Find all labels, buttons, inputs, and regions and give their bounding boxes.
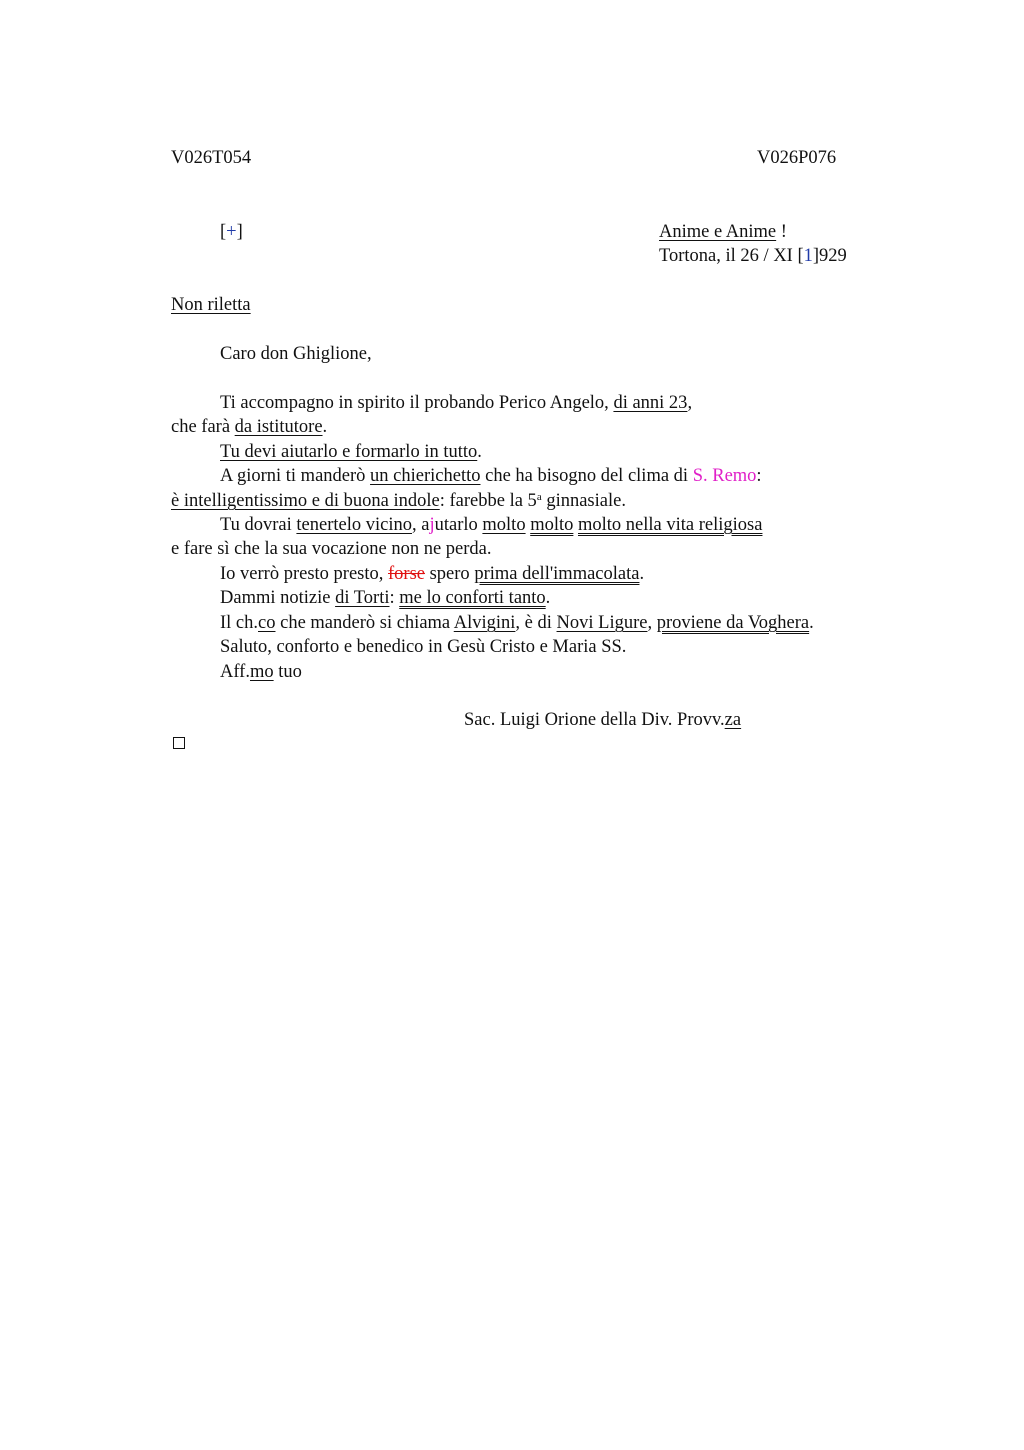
text: , [647,613,657,633]
motto-punct: ! [776,222,787,242]
text: e fare sì che la sua vocazione non ne perda. [171,539,492,559]
body-line-10 [220,611,814,635]
struck-text: forse [388,564,425,584]
text: , a [412,515,430,535]
text: , [687,393,693,413]
header-right-code: V026P076 [757,148,837,168]
underlined-text: Alvigini [453,613,516,633]
double-underlined-text: prima dell'immacolata [474,564,640,584]
double-underlined-text: me lo conforti tanto [399,588,546,608]
text: . [809,613,814,633]
cross-bracket-open: [ [220,222,227,242]
text: . [545,588,551,608]
cross-symbol: + [226,222,237,242]
text: Ti accompagno in spirito il probando Perico Angelo, [220,393,614,413]
body-line-5 [171,489,626,513]
text: Io verrò presto presto, [220,564,388,584]
underlined-text: molto [482,515,526,535]
salutation: Caro don Ghiglione, [220,344,372,364]
text: Saluto, conforto e benedico in Gesù Cristo e Maria SS. [220,637,627,657]
body-line-9 [220,586,550,610]
text: Dammi notizie [220,588,336,608]
text: : [756,466,762,486]
underlined-text: co [258,613,276,633]
signature-text: Sac. Luigi Orione della Div. Provv. [464,710,725,730]
cross-bracket-close: ] [236,222,243,242]
text: spero [424,564,475,584]
body-line-1 [220,391,692,415]
header-left-code: V026T054 [171,148,252,168]
double-underlined-text: molto nella vita religiosa [578,515,763,535]
place-date-bracket-digit: 1 [803,246,813,266]
text: : [389,588,400,608]
superscript: a [536,491,542,503]
text: A giorni ti manderò [220,466,371,486]
place-date-prefix: Tortona, il 26 / XI [ [659,246,804,266]
motto-text: Anime e Anime [659,222,777,242]
underlined-text: un chierichetto [370,466,481,486]
body-line-3 [220,440,482,464]
text: ginnasiale. [541,491,626,511]
underlined-text: Novi Ligure [556,613,648,633]
body-line-7 [171,537,492,561]
underlined-text: Tu devi aiutarlo e formarlo in tutto [220,442,478,462]
cross-mark [220,220,243,244]
text: : farebbe la 5 [439,491,537,511]
text: che manderò si chiama [275,613,454,633]
motto [659,220,787,244]
text: che farà [171,417,235,437]
highlighted-text: j [429,515,435,535]
text: . [322,417,328,437]
text: . [639,564,645,584]
body-line-11 [220,635,626,659]
body-line-8 [220,562,644,586]
underlined-text: da istitutore [234,417,323,437]
text: Aff. [220,662,250,682]
body-line-2 [171,415,327,439]
underlined-text: di anni 23 [613,393,688,413]
body-line-4 [220,464,762,488]
double-underlined-text: proviene da Voghera [656,613,810,633]
underlined-text: di Torti [335,588,390,608]
body-line-6 [220,513,762,537]
signature-abbrev: za [724,710,742,730]
double-underlined-text: molto [530,515,574,535]
text: che ha bisogno del clima di [480,466,693,486]
text: utarlo [434,515,483,535]
signature [464,708,741,732]
note-non-riletta: Non riletta [171,295,251,315]
text: Il ch. [220,613,259,633]
underlined-text: è intelligentissimo e di buona indole [171,491,440,511]
text: , è di [515,613,557,633]
highlighted-text: S. Remo [692,466,757,486]
place-date-suffix: ]929 [812,246,847,266]
underlined-text: mo [249,662,274,682]
text: . [477,442,482,462]
empty-square-icon [173,737,185,749]
place-date [659,244,847,268]
body-line-12 [220,660,302,684]
text: tuo [273,662,302,682]
underlined-text: tenertelo vicino [296,515,413,535]
text: Tu dovrai [220,515,297,535]
